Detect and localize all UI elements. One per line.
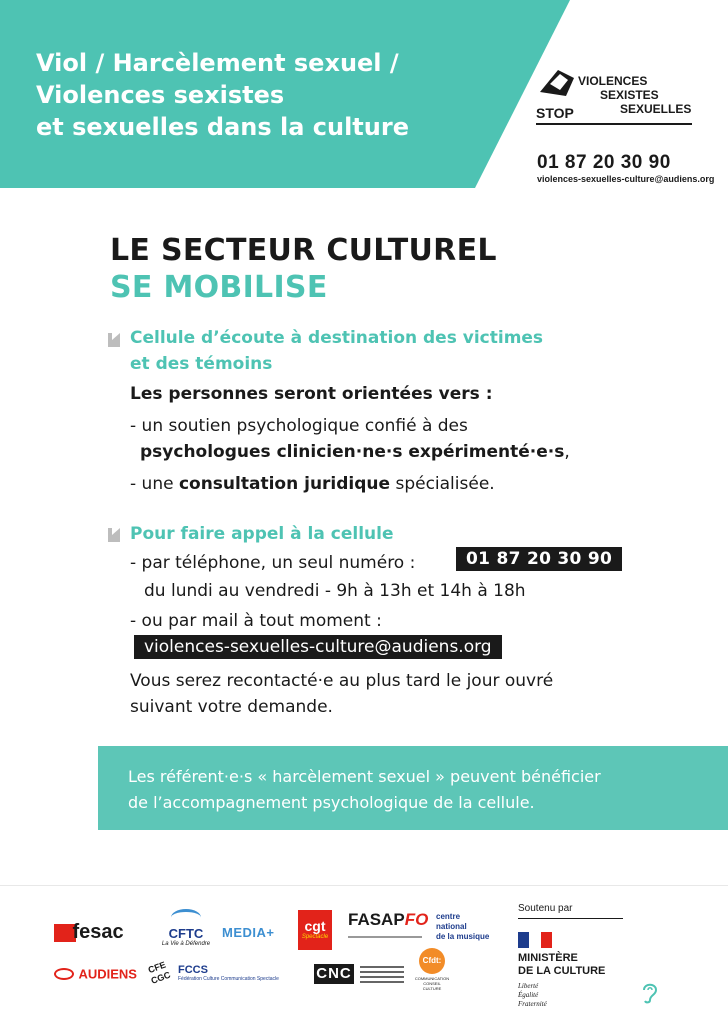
section1-intro: Les personnes seront orientées vers : [130, 384, 493, 404]
cfdt-badge: Cfdt: [419, 948, 445, 974]
section2-hours: du lundi au vendredi - 9h à 13h et 14h à 18h [144, 581, 526, 601]
cnm-line: de la musique [436, 932, 490, 941]
ministry-name [518, 952, 605, 978]
main-subheading: SE MOBILISE [110, 270, 328, 305]
media-text: MEDIA+ [222, 925, 275, 940]
section-bullet-icon [108, 333, 120, 347]
cnc-logo: CNC [314, 964, 354, 984]
section2-callback [130, 668, 553, 720]
section2-mail-label: - ou par mail à tout moment : [130, 611, 382, 631]
ear-accessibility-icon [640, 980, 660, 1004]
cnm-line: national [436, 922, 467, 931]
supported-by-rule [518, 918, 623, 919]
motto-line: Égalité [518, 991, 539, 999]
cfdt-logo [414, 948, 450, 991]
hotline-email: violences-sexuelles-culture@audiens.org [537, 174, 715, 184]
fccs-text: FCCS [178, 964, 208, 976]
note-line: Les référent·e·s « harcèlement sexuel » peuvent bénéficier [128, 767, 601, 786]
item-bold-text: consultation juridique [178, 474, 391, 494]
section1-title-line: Cellule d’écoute à destination des victimes [130, 328, 544, 348]
cgt-logo [298, 910, 332, 950]
media-plus-logo [222, 924, 274, 942]
fasap-underline [348, 936, 422, 938]
phone-highlight [456, 549, 622, 569]
stop-violences-logo [536, 66, 696, 126]
audiens-eye-icon [54, 968, 74, 980]
cfdt-sub-text: COMMUNICATION CONSEIL CULTURE [414, 976, 450, 991]
fccs-logo [178, 964, 279, 982]
marianne-flag-icon [518, 932, 552, 948]
item-text: - un soutien psychologique confié à des [130, 416, 468, 436]
fasap-fo-logo [348, 910, 428, 938]
cftc-arc-icon [171, 909, 201, 926]
section-bullet-icon [108, 528, 120, 542]
referent-note-text [128, 764, 718, 816]
section1-item-legal [130, 471, 495, 497]
item-text: spécialisée. [390, 474, 495, 494]
logo-word-sexistes: SEXISTES [600, 88, 659, 102]
cnm-logo [436, 912, 489, 942]
note-line: de l’accompagnement psychologique de la cellule. [128, 793, 535, 812]
fo-text: FO [404, 910, 429, 929]
cnm-line: centre [436, 912, 461, 921]
fesac-text: fesac [72, 921, 124, 943]
audiens-text: AUDIENS [78, 966, 137, 982]
cnc-fine-print [360, 966, 404, 984]
republic-motto [518, 982, 547, 1009]
supported-by-label: Soutenu par [518, 903, 573, 914]
cgt-text: cgt [304, 918, 326, 934]
motto-line: Fraternité [518, 1000, 547, 1008]
banner-title-line: Viol / Harcèlement sexuel / [36, 49, 399, 77]
callback-line: Vous serez recontacté·e au plus tard le jour ouvré [130, 671, 554, 691]
cftc-tagline: La Vie à Défendre [161, 941, 211, 947]
banner-title-line: et sexuelles dans la culture [36, 113, 409, 141]
item-text: - une [130, 474, 179, 494]
logo-word-sexuelles: SEXUELLES [620, 102, 692, 116]
main-heading: LE SECTEUR CULTUREL [110, 233, 497, 268]
email-highlight [134, 637, 502, 657]
fesac-logo [54, 921, 124, 944]
cfe-cgc-logo: CFE CGC [146, 959, 172, 986]
logo-word-stop: STOP [536, 105, 574, 121]
referent-note-box [98, 746, 728, 830]
hotline-number: 01 87 20 30 90 [537, 152, 671, 173]
section2-phone-label: - par téléphone, un seul numéro : [130, 553, 416, 573]
phone-number[interactable]: 01 87 20 30 90 [456, 547, 622, 571]
banner-title [36, 47, 496, 143]
cftc-text: CFTC [168, 926, 204, 941]
callback-line: suivant votre demande. [130, 697, 333, 717]
ministry-line: DE LA CULTURE [518, 965, 606, 977]
fccs-sub-text: Fédération Culture Communication Spectacle [178, 976, 279, 982]
motto-line: Liberté [518, 982, 539, 990]
section2-title: Pour faire appel à la cellule [130, 524, 394, 544]
item-text-line2 [130, 439, 570, 465]
stop-hand-icon [540, 70, 574, 96]
audiens-logo [54, 965, 137, 983]
cftc-logo [160, 909, 212, 947]
section1-item-psychologist [130, 413, 570, 465]
item-bold-text: psychologues clinicien·ne·s expérimenté·e·s [140, 442, 565, 462]
cgt-sub-text: Spectacle [301, 934, 329, 940]
footer-divider [0, 885, 728, 886]
logo-word-violences: VIOLENCES [578, 74, 648, 88]
banner-title-line: Violences sexistes [36, 81, 285, 109]
section1-title-line: et des témoins [130, 354, 273, 374]
fasap-text: FASAP [348, 910, 405, 929]
ministry-line: MINISTÈRE [518, 952, 578, 964]
item-punctuation: , [564, 442, 570, 462]
email-address[interactable]: violences-sexuelles-culture@audiens.org [134, 635, 502, 659]
section1-title [130, 325, 543, 377]
